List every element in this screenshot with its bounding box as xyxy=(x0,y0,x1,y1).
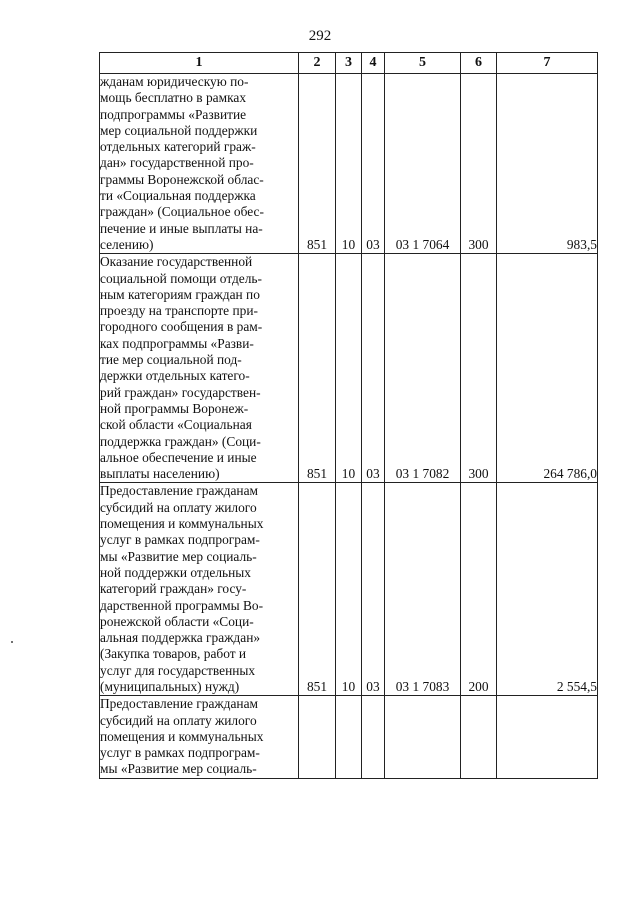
table-row xyxy=(100,483,598,696)
description-line: граммы Воронежской облас- xyxy=(100,171,264,187)
description-line: селению) xyxy=(100,236,154,252)
cell-target-article: 03 1 7083 xyxy=(385,483,461,696)
description-line: ках подпрограммы «Разви- xyxy=(100,335,254,351)
description-line: печение и иные выплаты на- xyxy=(100,220,263,236)
cell-amount: 2 554,5 xyxy=(497,483,598,696)
cell-amount xyxy=(497,696,598,778)
header-col-7: 7 xyxy=(497,53,598,74)
description-line: мощь бесплатно в рамках xyxy=(100,90,247,106)
description-line: ти «Социальная поддержка xyxy=(100,188,256,204)
description-line: дарственной программы Во- xyxy=(100,597,264,613)
cell-expense-type: 300 xyxy=(461,254,497,483)
cell-section-code xyxy=(336,696,362,778)
description-line: Оказание государственной xyxy=(100,254,253,270)
cell-expense-type: 200 xyxy=(461,483,497,696)
table-row xyxy=(100,74,598,254)
description-line: субсидий на оплату жилого xyxy=(100,499,257,515)
cell-ministry-code: 851 xyxy=(299,74,336,254)
scan-speck xyxy=(11,641,13,643)
cell-expense-type: 300 xyxy=(461,74,497,254)
cell-target-article: 03 1 7064 xyxy=(385,74,461,254)
description-line: рий граждан» государствен- xyxy=(100,384,261,400)
table-row xyxy=(100,254,598,483)
cell-subsection-code: 03 xyxy=(362,74,385,254)
cell-target-article xyxy=(385,696,461,778)
description-line: социальной помощи отдель- xyxy=(100,270,262,286)
description-line: граждан» (Социальное обес- xyxy=(100,204,264,220)
description-line: городного сообщения в рам- xyxy=(100,319,263,335)
description-line: мы «Развитие мер социаль- xyxy=(100,548,257,564)
description-line: (Закупка товаров, работ и xyxy=(100,646,247,662)
row-description xyxy=(100,74,299,254)
description-line: ным категориям граждан по xyxy=(100,286,260,302)
description-line: ронежской области «Соци- xyxy=(100,613,254,629)
cell-subsection-code xyxy=(362,696,385,778)
budget-table xyxy=(99,52,598,779)
description-line: ской области «Социальная xyxy=(100,417,252,433)
description-line: альное обеспечение и иные xyxy=(100,449,257,465)
cell-ministry-code: 851 xyxy=(299,254,336,483)
description-line: отдельных категорий граж- xyxy=(100,139,256,155)
description-line: услуг для государственных xyxy=(100,662,256,678)
description-line: поддержка граждан» (Соци- xyxy=(100,433,261,449)
description-line: держки отдельных катего- xyxy=(100,368,250,384)
description-line: тие мер социальной под- xyxy=(100,352,242,368)
cell-expense-type xyxy=(461,696,497,778)
header-row xyxy=(100,53,598,74)
header-col-4: 4 xyxy=(362,53,385,74)
cell-ministry-code xyxy=(299,696,336,778)
header-col-6: 6 xyxy=(461,53,497,74)
description-line: услуг в рамках подпрограм- xyxy=(100,532,260,548)
description-line: помещения и коммунальных xyxy=(100,516,264,532)
description-line: выплаты населению) xyxy=(100,466,220,482)
row-description xyxy=(100,696,299,778)
cell-ministry-code: 851 xyxy=(299,483,336,696)
cell-section-code: 10 xyxy=(336,254,362,483)
cell-subsection-code: 03 xyxy=(362,483,385,696)
cell-target-article: 03 1 7082 xyxy=(385,254,461,483)
description-line: альная поддержка граждан» xyxy=(100,630,261,646)
row-description xyxy=(100,254,299,483)
description-line: Предоставление гражданам xyxy=(100,696,258,712)
description-line: субсидий на оплату жилого xyxy=(100,712,257,728)
row-description xyxy=(100,483,299,696)
description-line: проезду на транспорте при- xyxy=(100,303,258,319)
description-line: (муниципальных) нужд) xyxy=(100,678,240,694)
description-line: категорий граждан» госу- xyxy=(100,581,247,597)
cell-subsection-code: 03 xyxy=(362,254,385,483)
description-line: услуг в рамках подпрограм- xyxy=(100,745,260,761)
cell-section-code: 10 xyxy=(336,74,362,254)
description-line: ной программы Воронеж- xyxy=(100,400,249,416)
description-line: ной поддержки отдельных xyxy=(100,564,251,580)
cell-amount: 264 786,0 xyxy=(497,254,598,483)
description-line: жданам юридическую по- xyxy=(100,74,249,89)
header-col-1: 1 xyxy=(100,53,299,74)
header-col-2: 2 xyxy=(299,53,336,74)
description-line: мы «Развитие мер социаль- xyxy=(100,761,257,777)
cell-section-code: 10 xyxy=(336,483,362,696)
description-line: Предоставление гражданам xyxy=(100,483,258,499)
description-line: подпрограммы «Развитие xyxy=(100,106,247,122)
header-col-3: 3 xyxy=(336,53,362,74)
page-number: 292 xyxy=(308,28,332,44)
description-line: мер социальной поддержки xyxy=(100,122,258,138)
description-line: дан» государственной про- xyxy=(100,155,254,171)
cell-amount: 983,5 xyxy=(497,74,598,254)
table-row xyxy=(100,696,598,778)
header-col-5: 5 xyxy=(385,53,461,74)
description-line: помещения и коммунальных xyxy=(100,728,264,744)
